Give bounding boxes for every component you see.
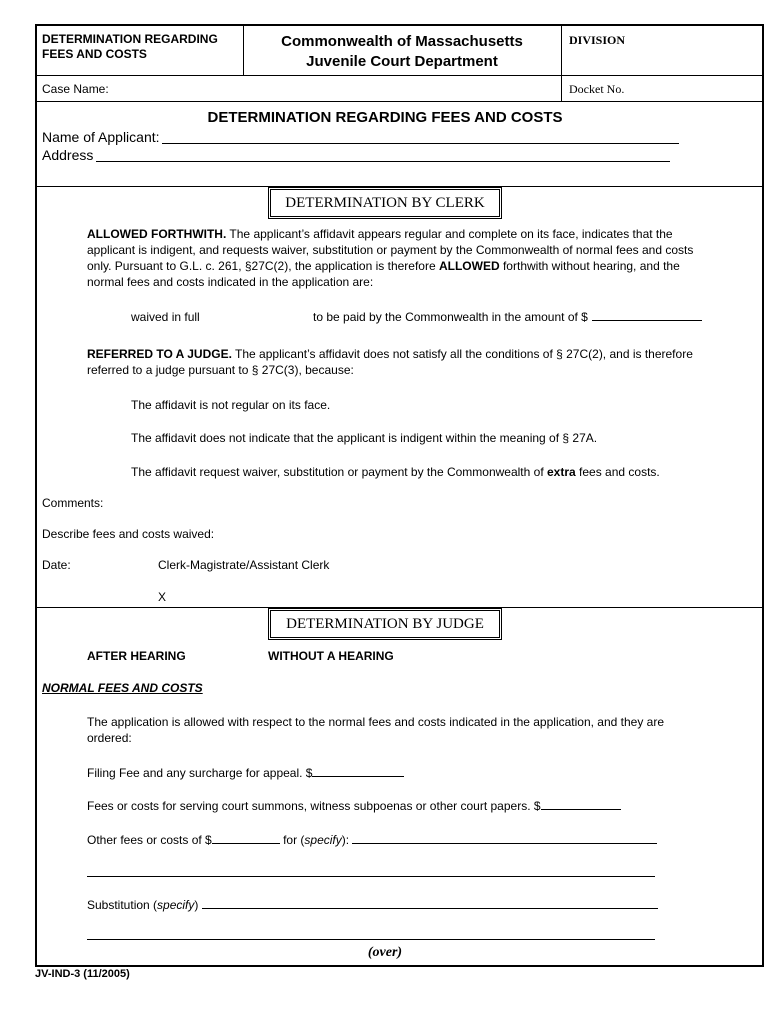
allowed-text: The applicant’s affidavit appears regular and complete on its face, indicates that the applicant is indigent, and requests waiver, substitution or payment by the Commonwealth of normal fees and costs only. Pursuant to G.L. c. 261, §27C(2), the application is therefore [87, 227, 694, 273]
substitution-specify-label: specify [157, 898, 195, 912]
after-hearing-option[interactable]: AFTER HEARING [87, 649, 186, 663]
allowed-lead: ALLOWED FORTHWITH. [87, 227, 227, 241]
address-field[interactable] [96, 161, 670, 162]
reason-3-text: The affidavit request waiver, substitution or payment by the Commonwealth of [131, 465, 547, 479]
filing-fee-line [87, 765, 404, 781]
rule [35, 75, 764, 76]
form-title-line-1: DETERMINATION REGARDING [42, 32, 218, 46]
other-fees-amount-field[interactable] [212, 842, 280, 844]
substitution-label: Substitution ( [87, 898, 158, 912]
rule [561, 24, 562, 101]
specify-label: specify [304, 833, 342, 847]
serving-fees-line [87, 798, 621, 814]
court-line-1: Commonwealth of Massachusetts [281, 33, 523, 50]
other-fees-specify-field[interactable] [352, 842, 657, 844]
referred-text: The applicant’s affidavit does not satisfy all the conditions of § 27C(2), and is therefore referred to a judge pursuant to § 27C(3), because: [87, 347, 693, 377]
describe-fees-label: Describe fees and costs waived: [42, 527, 215, 541]
serving-fees-label: Fees or costs for serving court summons, witness subpoenas or other court papers. $ [87, 799, 541, 813]
date-label: Date: [42, 558, 71, 572]
substitution-field[interactable] [202, 907, 658, 909]
judge-section-heading: DETERMINATION BY JUDGE [268, 608, 502, 640]
amount-field[interactable] [592, 319, 702, 321]
serving-fees-field[interactable] [541, 808, 621, 810]
other-fees-for: for ( [279, 833, 305, 847]
applicant-name-label: Name of Applicant: [42, 129, 160, 145]
option-waived-in-full[interactable]: waived in full [131, 310, 200, 324]
without-hearing-option[interactable]: WITHOUT A HEARING [268, 649, 394, 663]
comments-label: Comments: [42, 496, 104, 510]
other-fees-label: Other fees or costs of $ [87, 833, 212, 847]
reason-not-indigent[interactable]: The affidavit does not indicate that the applicant is indigent within the meaning of § 27A. [131, 431, 598, 445]
signature-x: X [158, 590, 167, 604]
form-frame [35, 24, 764, 967]
over-label: (over) [367, 945, 403, 960]
substitution-paren: ) [194, 898, 202, 912]
reason-3-text-end: fees and costs. [575, 465, 660, 479]
filing-fee-field[interactable] [312, 775, 404, 777]
normal-fees-heading: NORMAL FEES AND COSTS [42, 681, 203, 695]
applicant-name-field[interactable] [162, 143, 679, 144]
substitution-line [87, 897, 658, 913]
filing-fee-label: Filing Fee and any surcharge for appeal. $ [87, 766, 313, 780]
referred-paragraph [87, 346, 717, 378]
other-fees-extra-line[interactable] [87, 876, 655, 877]
division-label: DIVISION [569, 33, 626, 47]
referred-lead: REFERRED TO A JUDGE. [87, 347, 232, 361]
reason-extra-fees[interactable] [131, 464, 660, 480]
reason-3-extra: extra [547, 465, 576, 479]
option-paid-label: to be paid by the Commonwealth in the amount of $ [313, 310, 588, 324]
judge-allowed-text: The application is allowed with respect to the normal fees and costs indicated in the application, and they are ordered: [87, 715, 665, 745]
main-title: DETERMINATION REGARDING FEES AND COSTS [207, 109, 563, 126]
court-name [243, 32, 561, 72]
allowed-text-end: forthwith without hearing, and the normal fees and costs indicated in the application are: [87, 259, 680, 289]
rule [35, 101, 764, 102]
other-fees-line [87, 832, 657, 848]
address-label: Address [42, 147, 94, 163]
clerk-section-heading: DETERMINATION BY CLERK [268, 187, 502, 219]
form-number: JV-IND-3 (11/2005) [35, 968, 130, 980]
reason-not-regular[interactable]: The affidavit is not regular on its face. [131, 398, 331, 412]
court-line-2: Juvenile Court Department [306, 53, 498, 70]
docket-label: Docket No. [569, 82, 625, 96]
substitution-extra-line[interactable] [87, 939, 655, 940]
other-fees-colon: ): [341, 833, 353, 847]
case-name-label: Case Name: [42, 82, 109, 96]
form-title [42, 32, 218, 62]
form-title-line-2: FEES AND COSTS [42, 47, 147, 61]
allowed-paragraph [87, 226, 717, 290]
option-paid-by-commonwealth[interactable] [313, 309, 702, 325]
allowed-word: ALLOWED [438, 259, 500, 273]
clerk-signature-label: Clerk-Magistrate/Assistant Clerk [158, 558, 330, 572]
